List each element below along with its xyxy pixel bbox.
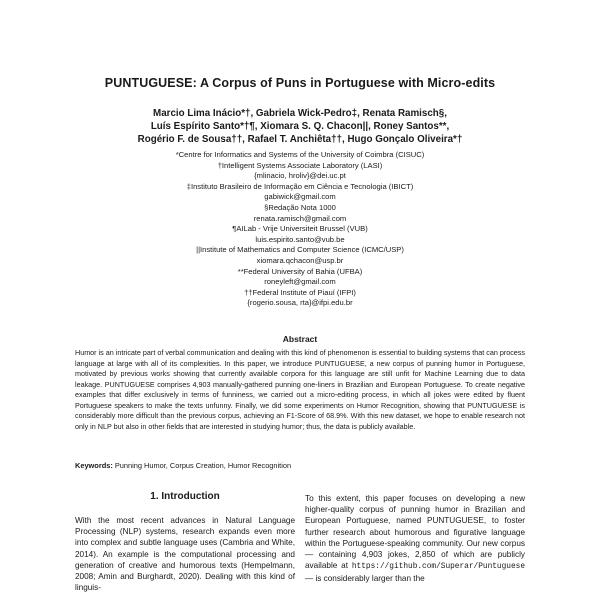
abstract-heading: Abstract bbox=[282, 334, 318, 344]
affiliation-email: luis.espirito.santo@vub.be bbox=[255, 234, 345, 244]
affiliation-email: gabiwick@gmail.com bbox=[264, 192, 336, 202]
paper-title: PUNTUGUESE: A Corpus of Puns in Portuguese with Micro-edits bbox=[104, 76, 496, 90]
keywords bbox=[75, 461, 525, 470]
affiliation-line: §Redação Nota 1000 bbox=[264, 202, 336, 212]
affiliation-line: **Federal University of Bahia (UFBA) bbox=[237, 266, 363, 276]
affiliation-line: †Intelligent Systems Associate Laboratory (LASI) bbox=[217, 160, 383, 170]
author-line: Luís Espírito Santo*†¶, Xiomara S. Q. Chacon||, Roney Santos**, bbox=[150, 121, 450, 132]
repository-link[interactable]: https://github.com/Superar/Puntuguese bbox=[351, 563, 525, 572]
affiliation-email: xiomara.qchacon@usp.br bbox=[256, 255, 344, 265]
keywords-text: Punning Humor, Corpus Creation, Humor Recognition bbox=[114, 461, 292, 470]
intro-left-column: With the most recent advances in Natural Language Processing (NLP) systems, research expands even more into complex and subtle language uses (Cambria and White, 2014). An example is the computational processing and generation of creative and humorous texts (Hempelmann, 2008; Amin and Burghardt, 2020). Dealing with this kind of linguis- bbox=[75, 516, 295, 593]
affiliation-line: ||Institute of Mathematics and Computer Science (ICMC/USP) bbox=[196, 245, 404, 255]
affiliation-list bbox=[60, 150, 540, 309]
intro-right-text-cont: — is considerably larger than the bbox=[305, 574, 425, 584]
affiliation-line: ¶AILab - Vrije Universiteit Brussel (VUB) bbox=[232, 224, 368, 234]
author-line: Marcio Lima Inácio*†, Gabriela Wick-Pedro‡, Renata Ramisch§, bbox=[153, 108, 447, 119]
affiliation-line: ††Federal Institute of Piauí (IFPI) bbox=[244, 287, 356, 297]
affiliation-email: roneyleft@gmail.com bbox=[264, 277, 336, 287]
affiliation-email: {mlinacio, hroliv}@dei.uc.pt bbox=[254, 171, 346, 181]
abstract-text: Humor is an intricate part of verbal communication and dealing with this kind of phenomenon is essential to building systems that can process language at large with all of its complexities. In this paper, we introduce PUNTUGUESE, a new corpus of punning humor in Portuguese, motivated by previous works showing that currently available corpora for this language are still unfit for Machine Learning due to data leakage. PUNTUGUESE comprises 4,903 manually-gathered punning one-liners in Brazilian and European Portuguese. To create negative examples that differ exclusively in terms of funniness, we carried out a micro-editing process, in which all jokes were edited by fluent Portuguese speakers to make the texts unfunny. Finally, we did some experiments on Humor Recognition, showing that PUNTUGUESE is considerably more difficult than the previous corpus, achieving an F1-Score of 68.9%. With this new dataset, we hope to enable research not only in NLP but also in other fields that are interested in studying humor; thus, the data is publicly available. bbox=[75, 348, 525, 431]
author-list bbox=[60, 107, 540, 146]
affiliation-line: ‡Instituto Brasileiro de Informação em Ciência e Tecnologia (IBICT) bbox=[186, 181, 414, 191]
affiliation-email: {rogerio.sousa, rta}@ifpi.edu.br bbox=[247, 298, 353, 308]
intro-right-text: To this extent, this paper focuses on developing a new higher-quality corpus of punning humor in Brazilian and European Portuguese, named PUNTUGUESE, to foster further research about humorous and figurative language within the Portuguese-speaking community. Our new corpus — containing 4,903 jokes, 2,850 of which are publicly available at bbox=[305, 494, 525, 571]
intro-right-column bbox=[305, 493, 525, 585]
section-heading: 1. Introduction bbox=[150, 491, 220, 502]
author-line: Rogério F. de Sousa††, Rafael T. Anchiêta††, Hugo Gonçalo Oliveira*† bbox=[137, 134, 463, 145]
affiliation-line: *Centre for Informatics and Systems of the University of Coimbra (CISUC) bbox=[175, 150, 425, 159]
affiliation-email: renata.ramisch@gmail.com bbox=[253, 213, 347, 223]
keywords-label: Keywords: bbox=[75, 461, 113, 470]
